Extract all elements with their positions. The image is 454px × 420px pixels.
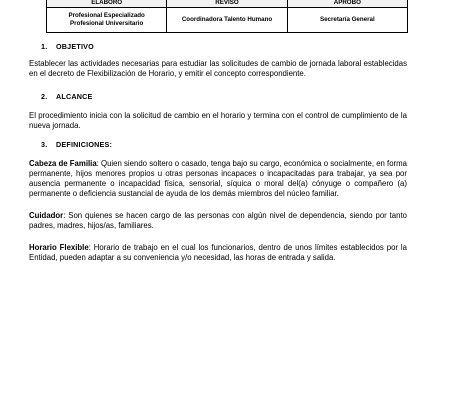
alcance-number: 2.: [41, 92, 48, 101]
alcance-heading: [29, 92, 407, 101]
elaboro-line-1: Profesional Especializado: [68, 12, 145, 19]
aprobo-cell: Secretaría General: [287, 8, 407, 33]
definition-term: Cabeza de Familia: [29, 159, 97, 168]
definition-item: [29, 243, 407, 263]
definition-item: [29, 159, 407, 199]
definiciones-title: DEFINICIONES:: [56, 140, 113, 149]
objetivo-text: Establecer las actividades necesarias para estudiar las solicitudes de cambio de jornada laboral establecidas en el decreto de Flexibilización de Horario, y emitir el concepto correspondiente.: [29, 59, 407, 78]
header-reviso: REVISÓ: [167, 0, 287, 8]
definiciones-heading: [29, 140, 407, 149]
definition-term: Horario Flexible: [29, 243, 89, 252]
definition-text: : Son quienes se hacen cargo de las personas con algún nivel de dependencia, siendo por tanto padres, madres, hijos/as, familiares.: [29, 211, 407, 230]
alcance-text: El procedimiento inicia con la solicitud de cambio en el horario y termina con el control de cumplimiento de la nueva jornada.: [29, 111, 407, 130]
definition-text: : Quien siendo soltero o casado, tenga bajo su cargo, económica o socialmente, en forma permanente, hijos menores propios u otras personas incapaces o incapacitadas para trabajar, ya sea por ausencia permanente o incapacidad física, sensorial, síquica o moral del(a) cónyuge o compañero (a) permanente o deficiencia sustancial de ayuda de los demás miembros del núcleo familiar.: [29, 159, 407, 198]
objetivo-heading: [29, 42, 407, 51]
definition-term: Cuidador: [29, 211, 64, 220]
signature-header-row: [47, 0, 408, 8]
elaboro-cell: [47, 8, 167, 33]
elaboro-line-2: Profesional Universitario: [70, 20, 144, 27]
section-objetivo: [29, 42, 407, 79]
reviso-cell: Coordinadora Talento Humano: [167, 8, 287, 33]
definiciones-number: 3.: [41, 140, 48, 149]
definition-item: [29, 211, 407, 231]
objetivo-number: 1.: [41, 42, 48, 51]
alcance-title: ALCANCE: [56, 92, 93, 101]
section-alcance: [29, 92, 407, 131]
definition-text: : Horario de trabajo en el cual los funcionarios, dentro de unos límites establecidos por la Entidad, pueden adaptar a su conveniencia y/o necesidad, las horas de entrada y salida.: [29, 243, 407, 262]
objetivo-title: OBJETIVO: [56, 42, 94, 51]
header-elaboro: ELABORÓ: [47, 0, 167, 8]
section-definiciones: [29, 140, 407, 263]
signature-table: [46, 0, 408, 33]
signature-value-row: [47, 8, 408, 33]
header-aprobo: APROBÓ: [287, 0, 407, 8]
